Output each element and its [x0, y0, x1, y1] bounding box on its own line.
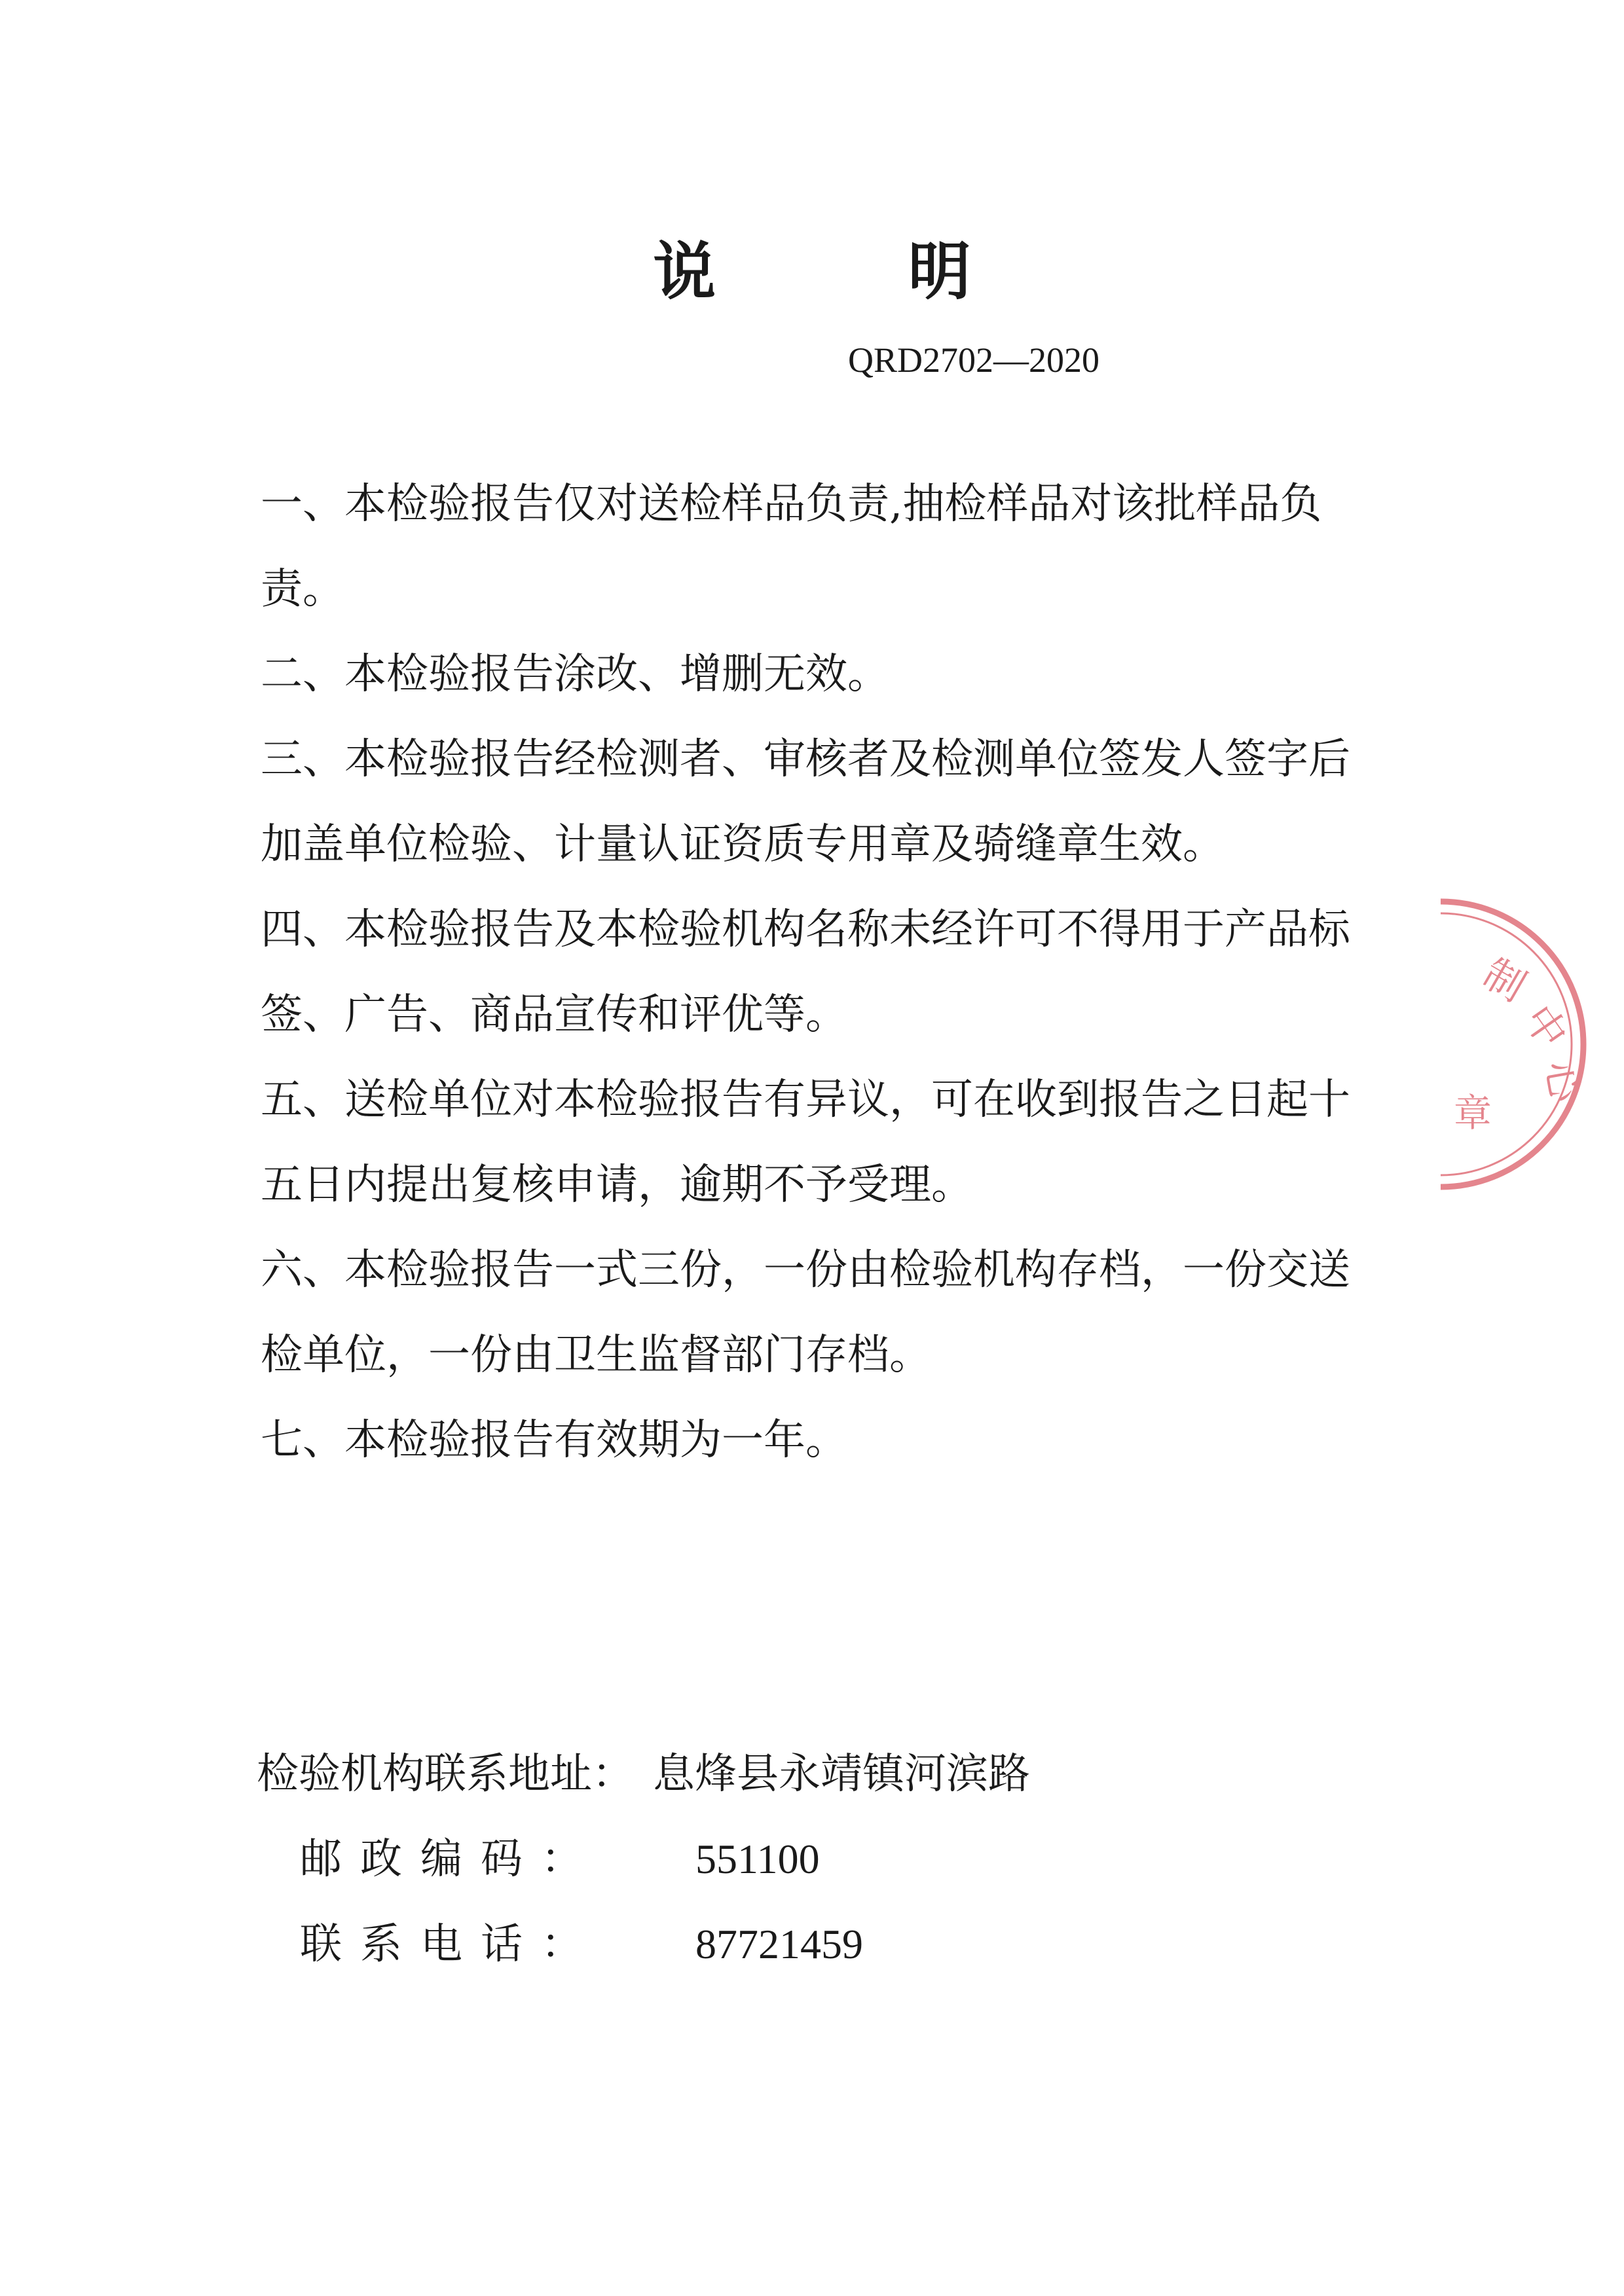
svg-text:制: 制	[1475, 949, 1534, 1011]
term-item: 七、本检验报告有效期为一年。	[261, 1416, 847, 1465]
phone-row	[257, 1902, 1370, 1987]
postcode-label: 邮政编码：	[300, 1835, 601, 1884]
terms-list	[261, 462, 1387, 1483]
address-value: 息烽县永靖镇河滨路	[653, 1750, 1030, 1798]
postcode-row	[257, 1817, 1370, 1902]
seal-stamp-icon	[1441, 894, 1611, 1195]
svg-text:章: 章	[1454, 1091, 1492, 1135]
postcode-value: 551100	[695, 1836, 820, 1882]
page-title: 说 明	[653, 235, 1056, 308]
contact-block	[257, 1732, 1370, 1987]
svg-text:心: 心	[1536, 1057, 1590, 1106]
address-label: 检验机构联系地址：	[257, 1750, 634, 1798]
term-item: 五、送检单位对本检验报告有异议，可在收到报告之日起十五日内提出复核申请，逾期不予受理。	[261, 1076, 1350, 1209]
term-item: 四、本检验报告及本检验机构名称未经许可不得用于产品标签、广告、商品宣传和评优等。	[261, 905, 1350, 1039]
term-item: 一、本检验报告仅对送检样品负责,抽检样品对该批样品负责。	[261, 480, 1322, 613]
term-item: 二、本检验报告涂改、增删无效。	[261, 650, 889, 699]
term-item: 六、本检验报告一式三份，一份由检验机构存档，一份交送检单位，一份由卫生监督部门存档。	[261, 1246, 1350, 1379]
svg-text:中: 中	[1514, 996, 1578, 1057]
document-code: QRD2702—2020	[848, 340, 1100, 380]
address-row	[257, 1732, 1370, 1817]
official-seal-stamp	[1441, 894, 1611, 1195]
phone-label: 联系电话：	[300, 1920, 601, 1969]
term-item: 三、本检验报告经检测者、审核者及检测单位签发人签字后加盖单位检验、计量认证资质专用章及骑缝章生效。	[261, 735, 1350, 869]
phone-value: 87721459	[695, 1921, 863, 1967]
